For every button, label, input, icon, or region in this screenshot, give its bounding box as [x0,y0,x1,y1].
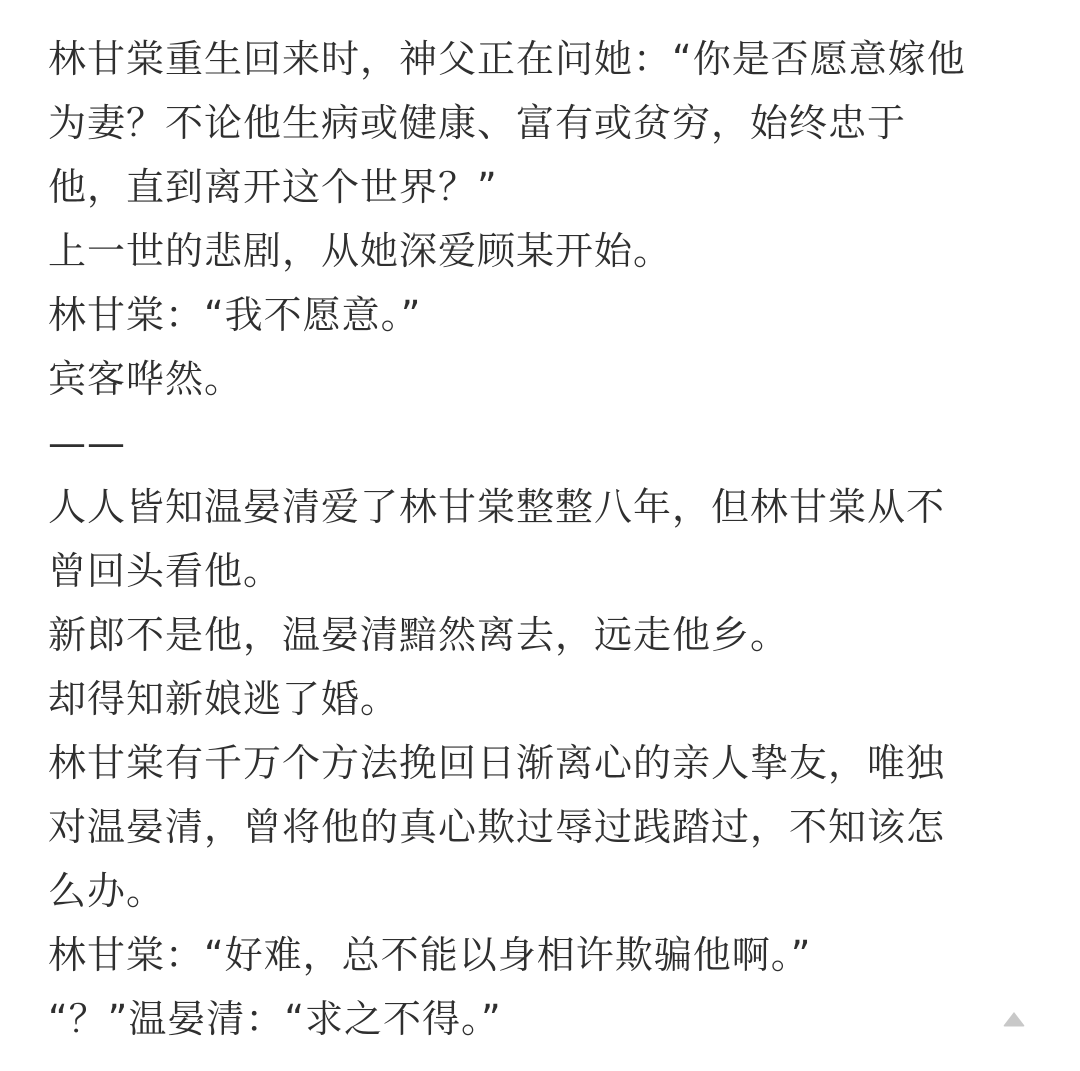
text-line: 对温晏清，曾将他的真心欺过辱过践踏过，不知该怎 [48,805,946,849]
text-line: 宾客哗然。 [48,357,244,401]
triangle-up-icon [1002,1010,1026,1028]
text-line: 却得知新娘逃了婚。 [48,677,400,721]
document-body [48,27,1038,1051]
text-line: “？”温晏清：“求之不得。” [48,997,502,1041]
text-line: 林甘棠：“好难，总不能以身相许欺骗他啊。” [48,933,812,977]
text-line: 人人皆知温晏清爱了林甘棠整整八年，但林甘棠从不 [48,485,946,529]
text-line: 新郎不是他，温晏清黯然离去，远走他乡。 [48,613,790,657]
text-line: 林甘棠有千万个方法挽回日渐离心的亲人挚友，唯独 [48,741,946,785]
text-line: 上一世的悲剧，从她深爱顾某开始。 [48,229,673,273]
text-line: 他，直到离开这个世界？” [48,165,498,209]
text-line: 么办。 [48,869,166,913]
text-line: 林甘棠：“我不愿意。” [48,293,422,337]
section-divider: —— [48,421,126,465]
text-line: 为妻？不论他生病或健康、富有或贫穷，始终忠于 [48,101,907,145]
text-line: 林甘棠重生回来时，神父正在问她：“你是否愿意嫁他 [48,37,966,81]
scroll-to-top-button[interactable] [1002,1010,1026,1028]
text-line: 曾回头看他。 [48,549,283,593]
